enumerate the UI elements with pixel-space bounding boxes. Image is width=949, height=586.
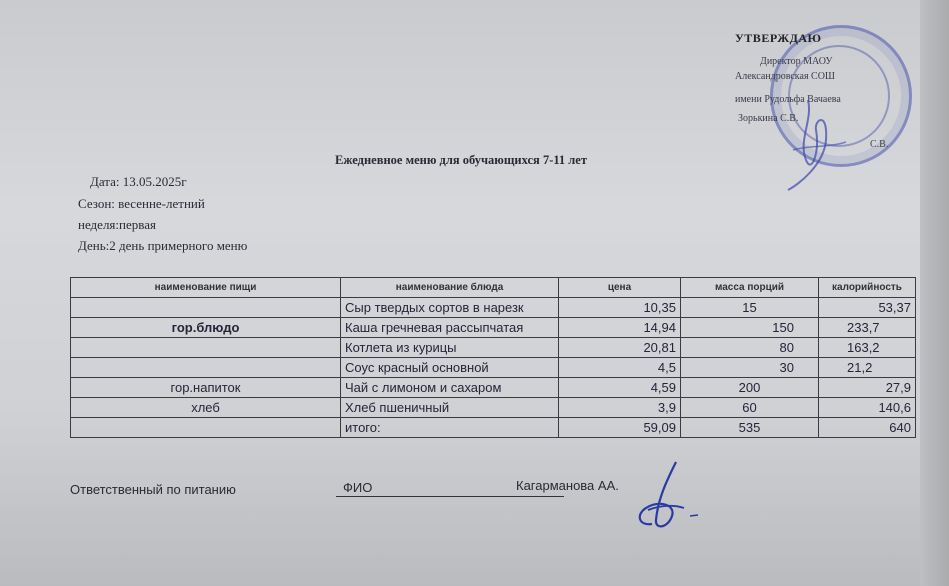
fio-underline [336, 496, 564, 497]
table-total-row [71, 418, 916, 438]
approval-line: Директор МАОУ [760, 56, 833, 67]
table-row [71, 318, 916, 338]
cell-total-calories: 640 [819, 418, 916, 438]
cell-price: 4,5 [559, 358, 681, 378]
cell-dish: Соус красный основной [341, 358, 559, 378]
cell-mass: 30 [681, 358, 819, 378]
cell-mass: 60 [681, 398, 819, 418]
cell-calories: 53,37 [819, 298, 916, 318]
cell-price: 14,94 [559, 318, 681, 338]
cell-category [71, 418, 341, 438]
menu-table [70, 277, 916, 438]
cell-dish: Хлеб пшеничный [341, 398, 559, 418]
header-calories: калорийность [819, 278, 916, 298]
cell-total-price: 59,09 [559, 418, 681, 438]
cell-mass: 80 [681, 338, 819, 358]
paper-edge [920, 0, 949, 586]
cell-category: хлеб [71, 398, 341, 418]
cell-category [71, 298, 341, 318]
cell-mass: 150 [681, 318, 819, 338]
cell-price: 10,35 [559, 298, 681, 318]
table-header-row [71, 278, 916, 298]
cell-calories: 140,6 [819, 398, 916, 418]
cell-total-mass: 535 [681, 418, 819, 438]
fio-label: ФИО [343, 480, 373, 495]
approval-line: имени Рудольфа Вачаева [735, 94, 841, 105]
header-dish-name: наименование блюда [341, 278, 559, 298]
cell-category [71, 358, 341, 378]
cell-mass: 15 [681, 298, 819, 318]
menu-season: Сезон: весенне-летний [78, 196, 205, 211]
approval-line: Александровская СОШ [735, 71, 836, 82]
menu-day: День:2 день примерного меню [78, 238, 248, 253]
responsible-signature [628, 458, 708, 538]
cell-calories: 21,2 [819, 358, 916, 378]
table-row [71, 358, 916, 378]
cell-calories: 27,9 [819, 378, 916, 398]
header-portion-mass: масса порций [681, 278, 819, 298]
cell-dish: Котлета из курицы [341, 338, 559, 358]
cell-mass: 200 [681, 378, 819, 398]
director-signature [768, 90, 858, 200]
responsible-label: Ответственный по питанию [70, 482, 236, 497]
menu-date: Дата: 13.05.2025г [90, 174, 187, 189]
cell-dish: Сыр твердых сортов в нарезк [341, 298, 559, 318]
cell-total-label: итого: [341, 418, 559, 438]
approval-initials: С.В. [870, 139, 889, 150]
cell-price: 4,59 [559, 378, 681, 398]
cell-price: 20,81 [559, 338, 681, 358]
cell-calories: 233,7 [819, 318, 916, 338]
table-row [71, 378, 916, 398]
responsible-name: Кагарманова АА. [516, 478, 619, 493]
cell-category: гор.напиток [71, 378, 341, 398]
header-price: цена [559, 278, 681, 298]
header-food-type: наименование пищи [71, 278, 341, 298]
menu-week: неделя:первая [78, 217, 156, 232]
approval-title: УТВЕРЖДАЮ [735, 31, 822, 45]
cell-category: гор.блюдо [71, 318, 341, 338]
table-row [71, 338, 916, 358]
table-row [71, 398, 916, 418]
table-row [71, 298, 916, 318]
cell-dish: Чай с лимоном и сахаром [341, 378, 559, 398]
approval-line: Зорькина С.В. [738, 113, 799, 124]
cell-category [71, 338, 341, 358]
cell-calories: 163,2 [819, 338, 916, 358]
cell-dish: Каша гречневая рассыпчатая [341, 318, 559, 338]
document-title: Ежедневное меню для обучающихся 7-11 лет [335, 153, 587, 167]
cell-price: 3,9 [559, 398, 681, 418]
